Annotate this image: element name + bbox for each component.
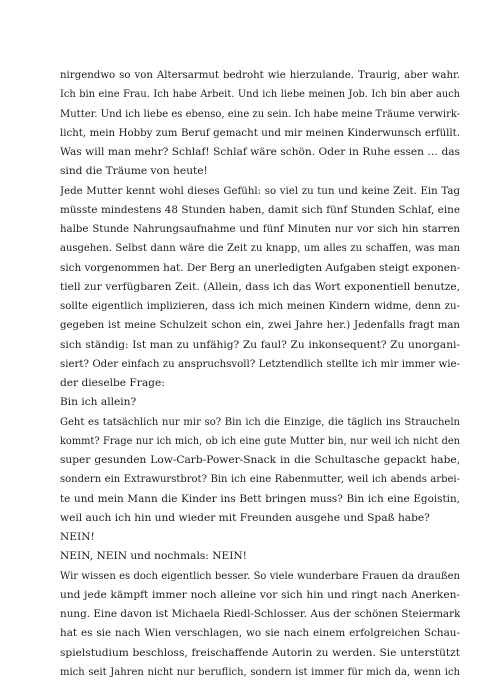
text-line: halbe Stunde Nahrungsaufnahme und fünf Minuten nur vor sich hin starren	[60, 224, 460, 235]
text-line: siert? Oder einfach zu anspruchsvoll? Letztendlich stellte ich mir immer wie-	[60, 358, 460, 370]
text-line: licht, mein Hobby zum Beruf gemacht und mir meinen Kinderwunsch erfüllt.	[60, 127, 460, 139]
text-line: Jede Mutter kennt wohl dieses Gefühl: so viel zu tun und keine Zeit. Ein Tag	[60, 185, 460, 197]
text-line: der dieselbe Frage:	[60, 377, 165, 389]
text-line: müsste mindestens 48 Stunden haben, damit sich fünf Stunden Schlaf, eine	[60, 203, 460, 216]
text-line: sich ständig: Ist man zu unfähig? Zu faul? Zu inkonsequent? Zu unorgani-	[60, 338, 460, 351]
text-line: sich vorgenommen hat. Der Berg an unerledigten Aufgaben steigt exponen-	[60, 261, 460, 274]
text-line: NEIN, NEIN und nochmals: NEIN!	[60, 550, 247, 563]
text-line: Bin ich allein?	[60, 396, 137, 409]
text-line: kommt? Frage nur ich mich, ob ich eine gute Mutter bin, nur weil ich nicht den	[60, 435, 460, 447]
text-line: Wir wissen es doch eigentlich besser. So viele wunderbare Frauen da draußen	[60, 570, 460, 582]
text-line: sondern ein Extrawurstbrot? Bin ich eine Rabenmutter, weil ich abends arbei-	[60, 474, 460, 486]
book-page	[60, 66, 460, 682]
text-line: nirgendwo so von Altersarmut bedroht wie hierzulande. Traurig, aber wahr.	[60, 70, 460, 81]
text-line: mich seit Jahren nicht nur beruflich, sondern ist immer für mich da, wenn ich	[60, 666, 460, 678]
text-line: Mutter. Und ich liebe es ebenso, eine zu sein. Ich habe meine Träume verwirk-	[60, 108, 460, 120]
text-line: Was will man mehr? Schlaf! Schlaf wäre schön. Oder in Ruhe essen … das	[60, 146, 460, 158]
text-line: hat es sie nach Wien verschlagen, wo sie nach einem erfolgreichen Schau-	[60, 627, 460, 640]
body-text	[60, 66, 460, 682]
text-line: NEIN!	[60, 531, 95, 543]
text-line: gegeben ist meine Schulzeit schon ein, zwei Jahre her.) Jedenfalls fragt man	[60, 320, 460, 332]
text-line: tiell zur verfügbaren Zeit. (Allein, dass ich das Wort exponentiell benutze,	[60, 280, 460, 293]
text-line: ausgehen. Selbst dann wäre die Zeit zu knapp, um alles zu schaffen, was man	[60, 243, 460, 255]
text-line: Ich bin eine Frau. Ich habe Arbeit. Und ich liebe meinen Job. Ich bin aber auch	[60, 89, 460, 101]
text-line: sind die Träume von heute!	[60, 165, 208, 178]
text-line: weil auch ich hin und wieder mit Freunden ausgehe und Spaß habe?	[60, 511, 430, 524]
text-line: sollte eigentlich implizieren, dass ich mich meinen Kindern widme, denn zu-	[60, 301, 460, 312]
text-line: Geht es tatsächlich nur mir so? Bin ich die Einzige, die täglich ins Straucheln	[60, 416, 460, 428]
text-line: te und mein Mann die Kinder ins Bett bringen muss? Bin ich eine Egoistin,	[60, 492, 460, 505]
text-line: nung. Eine davon ist Michaela Riedl-Schlosser. Aus der schönen Steiermark	[60, 608, 460, 620]
text-line: und jede kämpft immer noch alleine vor sich hin und ringt nach Anerken-	[60, 588, 460, 601]
text-line: spielstudium beschloss, freischaffende Autorin zu werden. Sie unterstützt	[60, 646, 460, 659]
text-line: super gesunden Low-Carb-Power-Snack in die Schultasche gepackt habe,	[60, 454, 460, 466]
